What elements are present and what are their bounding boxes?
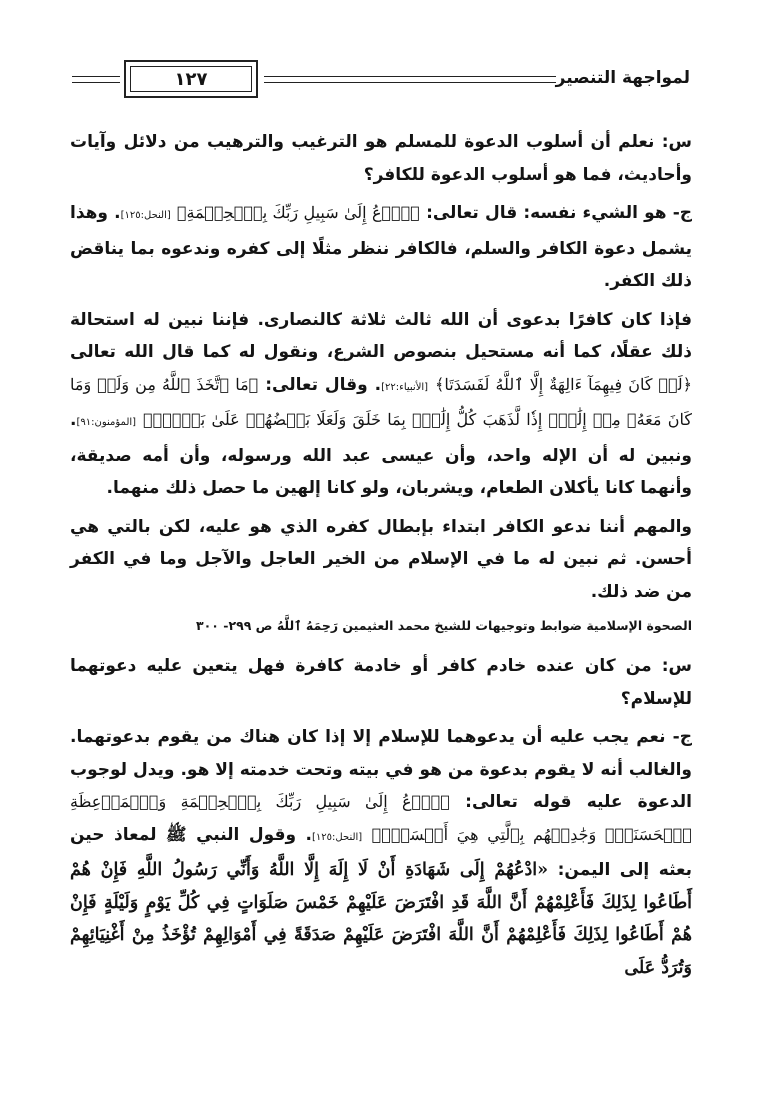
source-citation: الصحوة الإسلامية ضوابط وتوجيهات للشيخ محمد العثيمين رَحِمَهُ ٱللَّهُ ص ٢٩٩- ٣٠٠: [196, 618, 692, 633]
paragraph-3: والمهم أننا ندعو الكافر ابتداء بإبطال كفره الذي هو عليه، لكن بالتي هي أحسن. ثم نبين له ما في الإسلام من الخير العاجل والآجل وما في الكفر من ضد ذلك.: [70, 516, 692, 602]
verse-reference: [النحل:١٢٥]: [312, 831, 363, 843]
question-2: س: من كان عنده خادم كافر أو خادمة كافرة فهل يتعين عليه دعوتهما للإسلام؟: [70, 656, 692, 709]
quran-verse-nahl-125-full: ﴿ٱدۡعُ إِلَىٰ سَبِيلِ رَبِّكَ بِٱلۡحِكۡمَةِ وَٱلۡمَوۡعِظَةِ ٱلۡحَسَنَةِۖ وَجَٰدِلۡهُم بِٱلَّتِي هِيَ أَحۡسَنُۚ﴾: [70, 792, 692, 844]
answer-1: [70, 197, 692, 298]
answer-2-lead: ج- نعم يجب عليه أن يدعوهما للإسلام إلا إذا كان هناك من يقوم بدعوتهما. والغالب أنه لا يقوم بدعوة من هو في بيته وتحت خدمته إلا هو. ويدل لوجوب الدعوة عليه قوله تعالى:: [70, 727, 692, 812]
paragraph-2-rest: . ونبين له أن الإله واحد، وأن عيسى عبد الله ورسوله، وأن أمه صديقة، وأنهما كانا يأكلان الطعام، ويشربان، ولو كانا إلهين ما حصل ذلك منهما.: [70, 410, 692, 498]
answer-1-rest: . وهذا يشمل دعوة الكافر والسلم، فالكافر ننظر مثلًا إلى كفره وندعوه بما يناقض ذلك الكفر.: [70, 203, 692, 291]
page-header: [72, 60, 690, 102]
page-number: ١٢٧: [130, 66, 252, 92]
paragraph-2-lead: فإذا كان كافرًا بدعوى أن الله ثالث ثلاثة كالنصارى. فإننا نبين له استحالة ذلك عقلًا، كما أنه مستحيل بنصوص الشرع، ونقول له كما قال الله تعالى: [70, 309, 692, 362]
question-1: س: نعلم أن أسلوب الدعوة للمسلم هو الترغيب والترهيب من دلائل وآيات وأحاديث، فما هو أسلوب الدعوة للكافر؟: [70, 132, 692, 185]
running-title: لمواجهة التنصير: [555, 68, 690, 88]
page-number-box: [124, 60, 258, 98]
quran-verse-muminun-91: ﴿مَا ٱتَّخَذَ ٱللَّهُ مِن وَلَدٖ وَمَا كَانَ مَعَهُۥ مِنۡ إِلَٰهٍۚ إِذٗا لَّذَهَبَ كُلُّ إِلَٰهِۭ بِمَا خَلَقَ وَلَعَلَا بَعۡضُهُمۡ عَلَىٰ بَعۡضٖۚ﴾: [70, 374, 692, 429]
verse-reference: [المؤمنون:٩١]: [76, 417, 137, 428]
header-rule-left: [72, 76, 120, 83]
answer-2: [70, 721, 692, 984]
hadith-text: «ادْعُهُمْ إِلَى شَهَادَةِ أَنْ لَا إِلَهَ إِلَّا اللَّهُ وَأَنِّي رَسُولُ اللَّهِ فَإِنْ هُمْ أَطَاعُوا لِذَلِكَ فَأَعْلِمْهُمْ أَنَّ اللَّهَ قَدِ افْتَرَضَ عَلَيْهِمْ خَمْسَ صَلَوَاتٍ فِي كُلِّ يَوْمٍ وَلَيْلَةٍ فَإِنْ هُمْ أَطَاعُوا لِذَلِكَ فَأَعْلِمْهُمْ أَنَّ اللَّهَ افْتَرَضَ عَلَيْهِمْ صَدَقَةً فِي أَمْوَالِهِمْ تُؤْخَذُ مِنْ أَغْنِيَائِهِمْ وَتُرَدُّ عَلَى: [70, 860, 692, 978]
quran-verse-nahl-125: ﴿ٱدۡعُ إِلَىٰ سَبِيلِ رَبِّكَ بِٱلۡحِكۡمَةِ﴾: [176, 203, 420, 222]
verse-reference: [الأنبياء:٢٢]: [381, 381, 429, 393]
verse-reference: [النحل:١٢٥]: [120, 210, 171, 221]
quran-verse-anbiya-22: ﴿لَوۡ كَانَ فِيهِمَآ ءَالِهَةٌ إِلَّا ٱللَّهُ لَفَسَدَتَا﴾: [435, 374, 693, 394]
page-body: [70, 126, 692, 990]
answer-1-lead: ج- هو الشيء نفسه: قال تعالى:: [426, 203, 692, 223]
answer-2-mid: . وقول النبي ﷺ لمعاذ حين بعثه إلى اليمن:: [70, 824, 692, 880]
paragraph-2-mid: . وقال تعالى:: [265, 374, 382, 395]
paragraph-2: [70, 304, 692, 505]
header-rule-right: [264, 76, 556, 83]
